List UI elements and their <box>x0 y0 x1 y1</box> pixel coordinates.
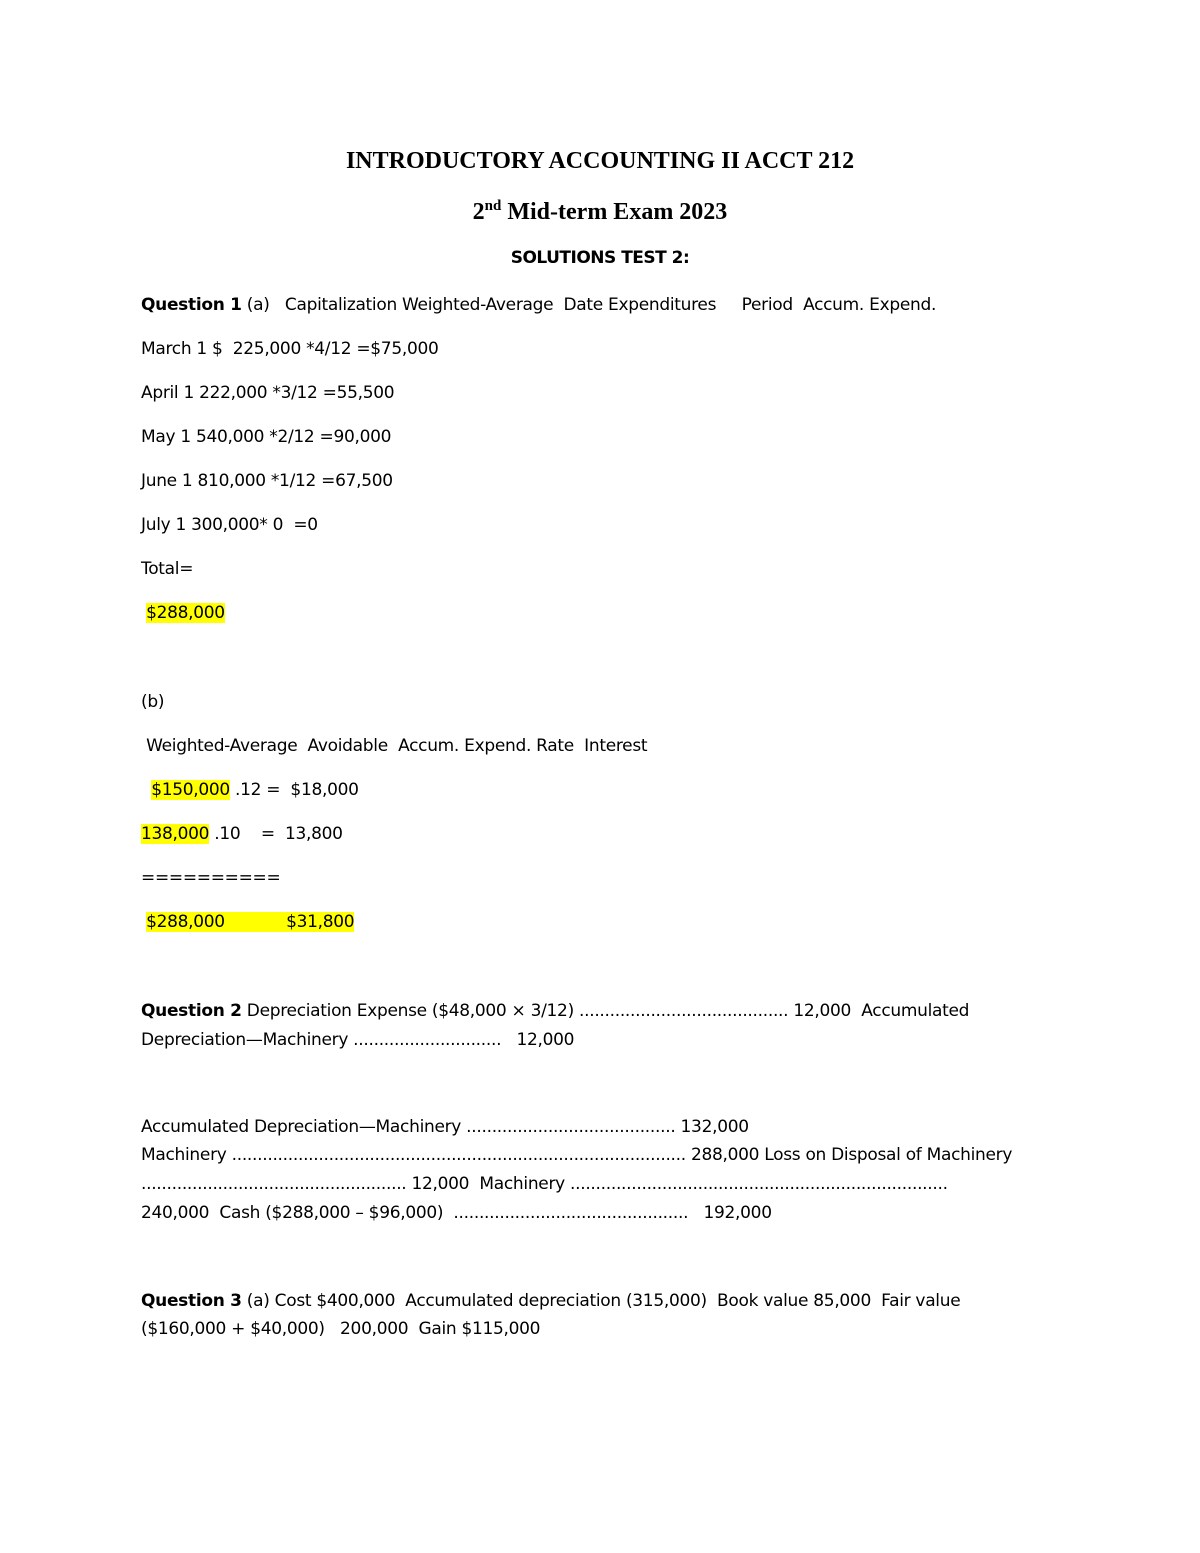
q2-line-1 <box>141 999 969 1023</box>
subtitle-superscript: nd <box>484 198 502 214</box>
q2-line-5: .................................................... 12,000 Machinery .......................................................................... <box>141 1174 948 1194</box>
q1-part-b-label: (b) <box>141 692 165 712</box>
q3-label: Question 3 <box>141 1291 242 1311</box>
q2-label: Question 2 <box>141 1001 242 1021</box>
page-title: INTRODUCTORY ACCOUNTING II ACCT 212 <box>345 148 855 174</box>
q1-b-row2-value: 138,000 <box>141 824 210 844</box>
q1-header <box>141 293 936 317</box>
subtitle-text: Mid-term Exam 2023 <box>501 199 728 225</box>
q1-part-a-text: (a) Capitalization Weighted-Average Date Expenditures Period Accum. Expend. <box>241 295 937 315</box>
q1-row-june: June 1 810,000 *1/12 =67,500 <box>141 471 393 491</box>
exam-subtitle <box>0 198 1200 226</box>
q3-line-2: ($160,000 + $40,000) 200,000 Gain $115,000 <box>141 1319 541 1339</box>
q1-row-may: May 1 540,000 *2/12 =90,000 <box>141 427 392 447</box>
q1-b-row1-value: $150,000 <box>151 780 230 800</box>
solutions-heading: SOLUTIONS TEST 2: <box>510 248 690 268</box>
q2-line-4: Machinery ......................................................................................... 288,000 Loss on Disposal of Machinery <box>141 1145 1013 1165</box>
q1-label: Question 1 <box>141 295 242 315</box>
q1-divider: ========== <box>141 868 281 888</box>
q3-line1-text: (a) Cost $400,000 Accumulated depreciation (315,000) Book value 85,000 Fair value <box>241 1291 961 1311</box>
q1-b-total <box>141 910 354 934</box>
q2-line-6: 240,000 Cash ($288,000 – $96,000) .............................................. 192,000 <box>141 1203 772 1223</box>
q1-total-label: Total= <box>141 559 194 579</box>
q1-b-total-value: $288,000 $31,800 <box>146 912 355 932</box>
q1-row-march: March 1 $ 225,000 *4/12 =$75,000 <box>141 339 439 359</box>
subtitle-number: 2 <box>472 199 485 225</box>
q2-line-2: Depreciation—Machinery ............................. 12,000 <box>141 1030 575 1050</box>
q1-b-row-1 <box>141 778 359 802</box>
q1-b-row-2 <box>141 822 343 846</box>
q1-total-value: $288,000 <box>146 603 225 623</box>
q1-row-july: July 1 300,000* 0 =0 <box>141 515 318 535</box>
q1-row-april: April 1 222,000 *3/12 =55,500 <box>141 383 395 403</box>
q3-line-1 <box>141 1289 960 1313</box>
q1-total-line <box>141 601 225 625</box>
q2-line1-text: Depreciation Expense ($48,000 × 3/12) ......................................... 12,000 Accumulated <box>241 1001 970 1021</box>
q1-part-b-header: Weighted-Average Avoidable Accum. Expend. Rate Interest <box>141 736 648 756</box>
q2-line-3: Accumulated Depreciation—Machinery ......................................... 132,000 <box>141 1117 749 1137</box>
q1-b-row1-rest: .12 = $18,000 <box>229 780 359 800</box>
q1-b-row2-rest: .10 = 13,800 <box>209 824 343 844</box>
